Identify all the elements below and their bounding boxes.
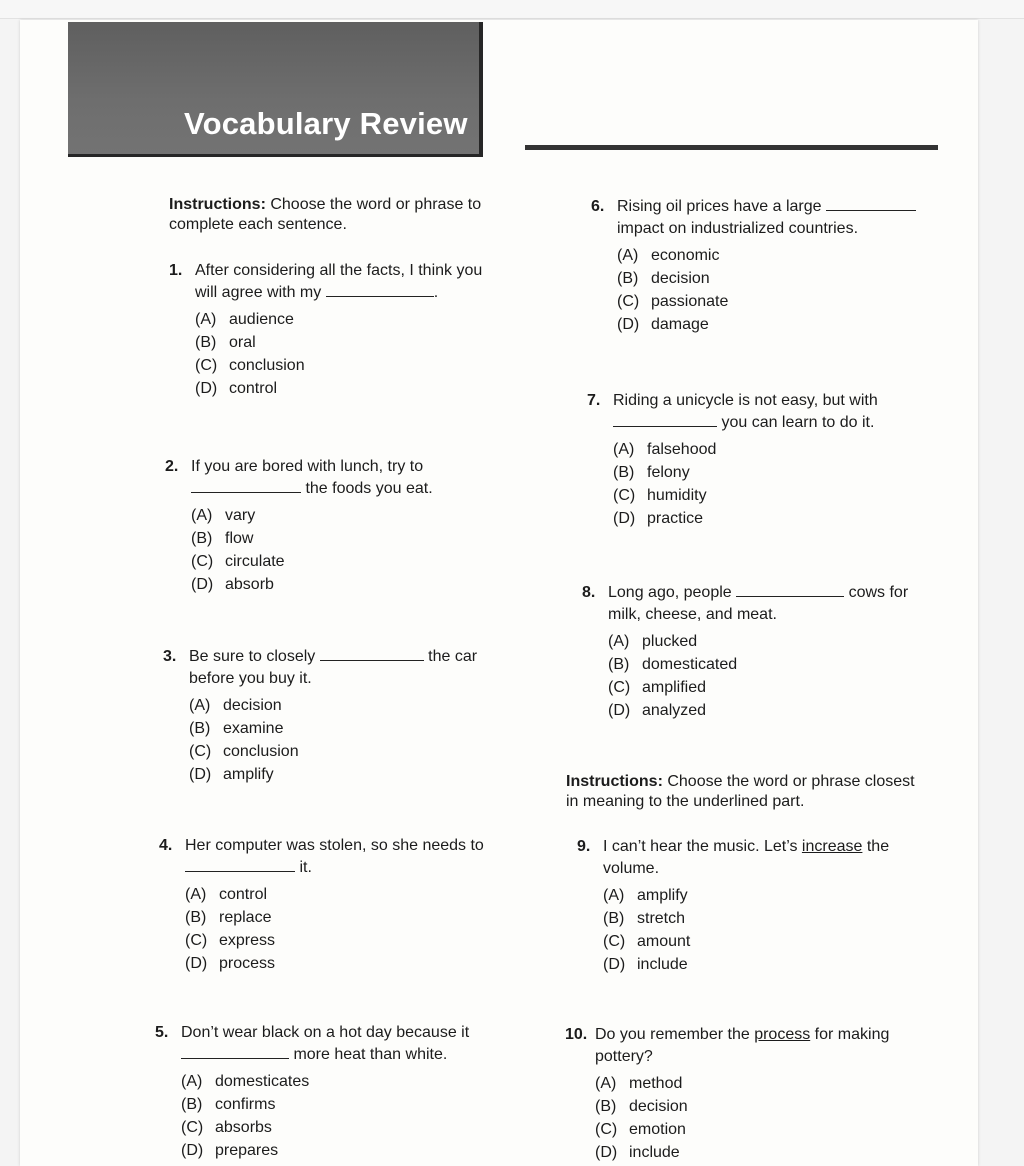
answer-blank [320,647,424,661]
question-text: After considering all the facts, I think you [195,262,483,279]
question-number: 6. [591,198,605,215]
question-text: Be sure to closely [189,648,320,665]
option-a[interactable]: (A) audience [195,311,294,328]
question-number: 5. [155,1024,169,1041]
option-d[interactable]: (D) include [603,956,688,973]
answer-blank [736,583,844,597]
question-text: Her computer was stolen, so she needs to [185,837,484,854]
title-banner [68,22,483,157]
underlined-word: increase [801,838,863,855]
question-text: the foods you eat. [301,480,433,497]
question-number: 4. [159,837,173,854]
answer-options [582,630,908,722]
question-6 [591,196,916,336]
option-a[interactable]: (A) domesticates [181,1073,310,1090]
page-title: Vocabulary Review [184,106,468,141]
question-text: the car [423,648,478,665]
option-c[interactable]: (C) amplified [608,679,707,696]
option-a[interactable]: (A) economic [617,247,720,264]
option-c[interactable]: (C) absorbs [181,1119,272,1136]
question-text: pottery? [595,1048,653,1065]
option-a[interactable]: (A) method [595,1075,683,1092]
instructions-text: in meaning to the underlined part. [566,793,805,810]
answer-options [165,504,433,596]
question-5 [155,1022,469,1162]
answer-blank [326,283,434,297]
answer-blank [826,197,916,211]
option-b[interactable]: (B) examine [189,720,284,737]
option-c[interactable]: (C) conclusion [189,743,299,760]
option-a[interactable]: (A) vary [191,507,256,524]
question-text: it. [295,859,312,876]
question-text: Riding a unicycle is not easy, but with [613,392,878,409]
option-c[interactable]: (C) passionate [617,293,729,310]
answer-options [155,1070,469,1162]
option-b[interactable]: (B) decision [617,270,710,287]
instructions-2 [566,772,915,812]
option-c[interactable]: (C) amount [603,933,691,950]
question-text: . [433,284,439,301]
option-b[interactable]: (B) stretch [603,910,686,927]
question-10 [565,1024,889,1164]
option-b[interactable]: (B) decision [595,1098,688,1115]
answer-blank [191,479,301,493]
question-text: cows for [844,584,909,601]
title-divider [525,145,938,150]
question-1 [169,260,482,400]
instructions-text: Choose the word or phrase to [265,196,482,213]
answer-options [163,694,477,786]
option-a[interactable]: (A) falsehood [613,441,717,458]
option-b[interactable]: (B) flow [191,530,254,547]
option-c[interactable]: (C) emotion [595,1121,686,1138]
option-b[interactable]: (B) replace [185,909,272,926]
instructions-label: Instructions: [566,773,663,790]
option-c[interactable]: (C) express [185,932,276,949]
question-number: 3. [163,648,177,665]
question-text: Rising oil prices have a large [617,198,826,215]
question-text: Do you remember the [595,1026,755,1043]
question-text: Don’t wear black on a hot day because it [181,1024,470,1041]
answer-options [577,884,889,976]
question-text: volume. [603,860,660,877]
answer-blank [185,858,295,872]
option-d[interactable]: (D) amplify [189,766,274,783]
question-number: 1. [169,262,183,279]
instructions-text: Choose the word or phrase closest [662,773,915,790]
question-text: milk, cheese, and meat. [608,606,777,623]
answer-options [169,308,482,400]
option-b[interactable]: (B) felony [613,464,690,481]
option-d[interactable]: (D) analyzed [608,702,707,719]
question-text: more heat than white. [289,1046,448,1063]
option-c[interactable]: (C) humidity [613,487,707,504]
option-d[interactable]: (D) absorb [191,576,274,593]
question-number: 8. [582,584,596,601]
option-d[interactable]: (D) process [185,955,276,972]
option-c[interactable]: (C) circulate [191,553,285,570]
answer-blank [613,413,717,427]
answer-options [565,1072,889,1164]
question-text: If you are bored with lunch, try to [191,458,424,475]
question-text: the [862,838,890,855]
answer-options [587,438,878,530]
option-d[interactable]: (D) damage [617,316,709,333]
question-3 [163,646,477,786]
answer-options [159,883,484,975]
question-number: 2. [165,458,179,475]
question-text: before you buy it. [189,670,312,687]
question-number: 7. [587,392,601,409]
instructions-label: Instructions: [169,196,266,213]
answer-options [591,244,916,336]
question-text: you can learn to do it. [717,414,875,431]
question-text: will agree with my [195,284,326,301]
question-7 [587,390,878,530]
question-9 [577,836,889,976]
question-number: 9. [577,838,591,855]
underlined-word: process [754,1026,811,1043]
worksheet-page [20,20,978,1166]
option-d[interactable]: (D) practice [613,510,704,527]
question-number: 10. [565,1026,588,1043]
question-4 [159,835,484,975]
question-text: Long ago, people [608,584,737,601]
option-d[interactable]: (D) control [195,380,278,397]
option-a[interactable]: (A) control [185,886,268,903]
answer-blank [181,1045,289,1059]
question-text: impact on industrialized countries. [617,220,859,237]
instructions-1 [169,195,481,235]
instructions-text: complete each sentence. [169,216,347,233]
viewer-top-bar [0,0,1024,19]
question-text: I can’t hear the music. Let’s [603,838,802,855]
question-8 [582,582,908,722]
option-b[interactable]: (B) oral [195,334,256,351]
option-d[interactable]: (D) prepares [181,1142,279,1159]
option-a[interactable]: (A) amplify [603,887,688,904]
option-b[interactable]: (B) confirms [181,1096,276,1113]
option-a[interactable]: (A) plucked [608,633,698,650]
option-d[interactable]: (D) include [595,1144,680,1161]
question-2 [165,456,433,596]
option-a[interactable]: (A) decision [189,697,282,714]
option-b[interactable]: (B) domesticated [608,656,738,673]
question-text: for making [810,1026,890,1043]
option-c[interactable]: (C) conclusion [195,357,305,374]
